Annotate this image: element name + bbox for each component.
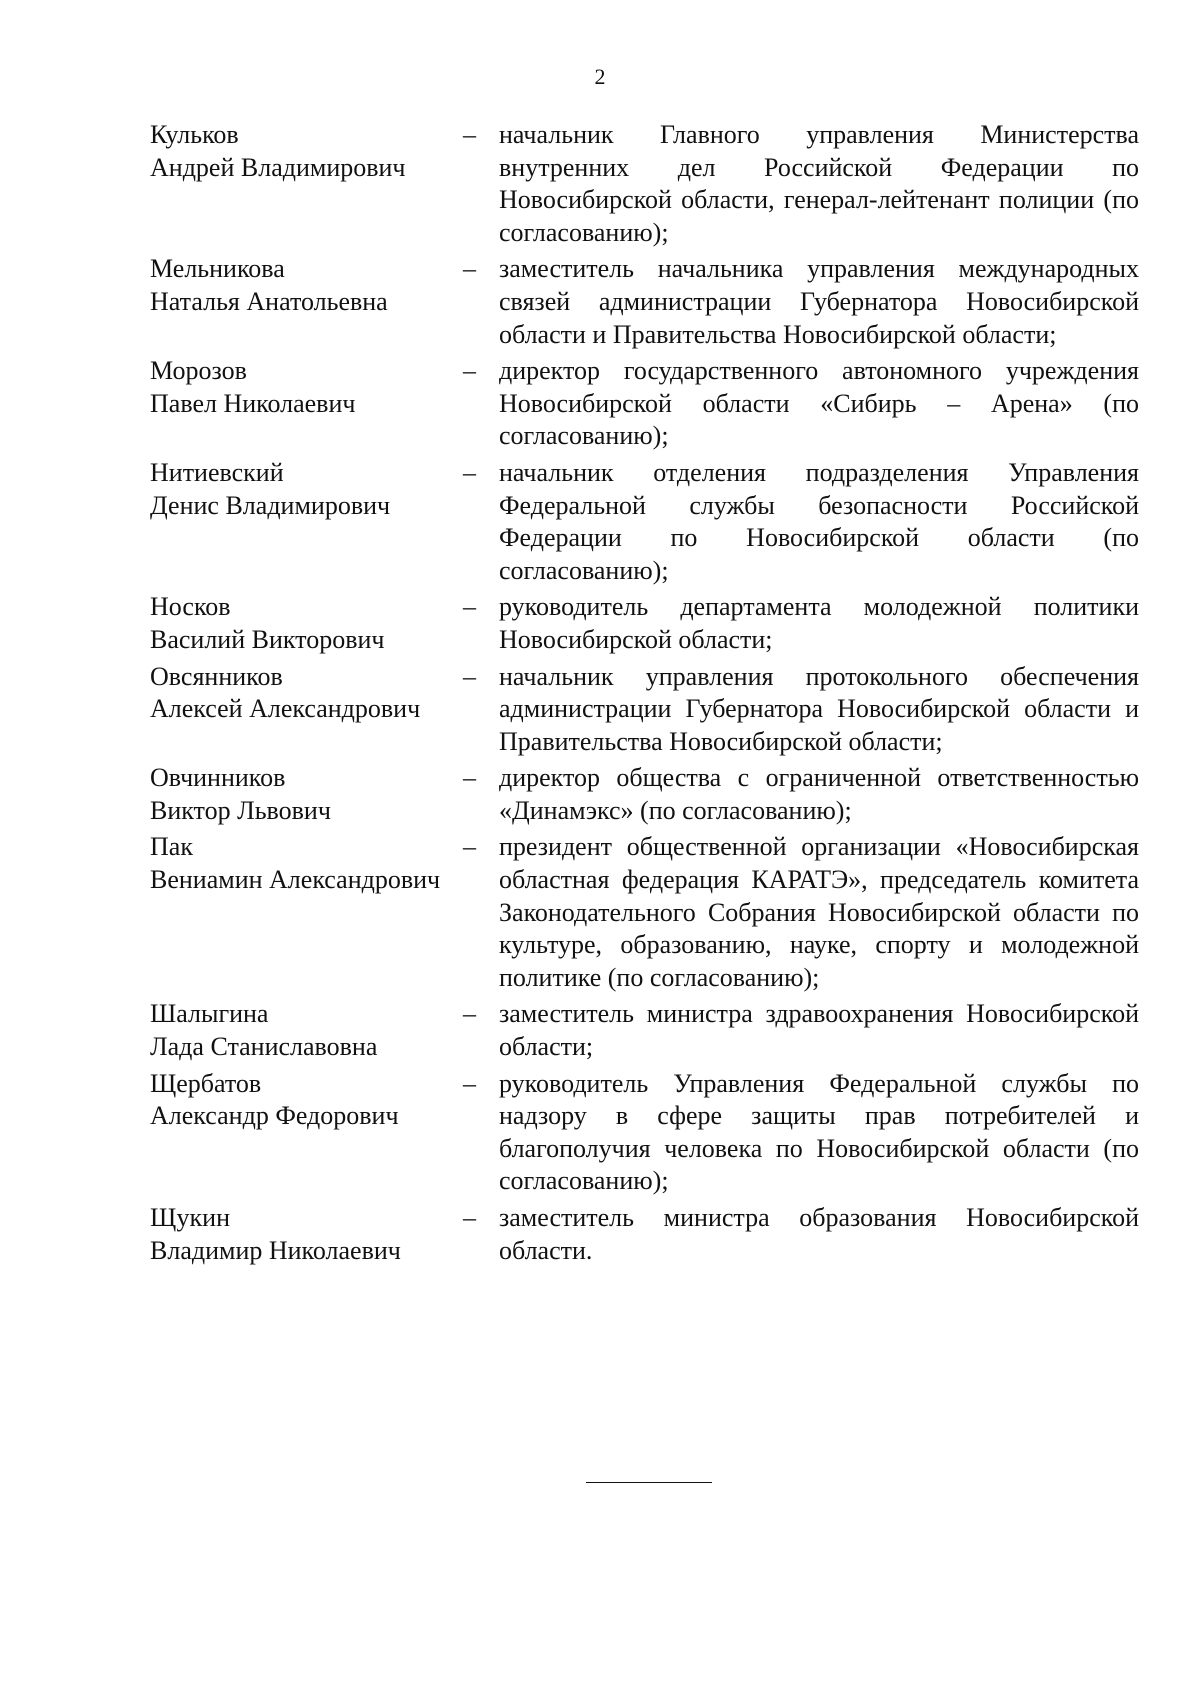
member-name <box>150 457 460 522</box>
dash-separator: – <box>463 1203 476 1232</box>
page-number: 2 <box>594 64 606 89</box>
member-position: президент общественной организации «Новосибирская областная федерация КАРАТЭ», председатель комитета Законодательного Собрания Новосибирской области по культуре, образованию, науке, спорту и молодежной политике (по согласованию); <box>499 832 1139 992</box>
member-name <box>150 591 460 656</box>
member-name <box>150 355 460 420</box>
dash-separator: – <box>463 1068 476 1098</box>
dash-separator: – <box>463 457 476 487</box>
member-given-names: Александр Федорович <box>150 1101 399 1131</box>
member-surname: Нитиевский <box>150 457 284 487</box>
member-given-names: Андрей Владимирович <box>150 152 406 182</box>
member-name <box>150 998 460 1063</box>
dash-separator: – <box>463 254 476 284</box>
member-given-names: Павел Николаевич <box>150 388 356 418</box>
member-name <box>150 119 460 184</box>
member-given-names: Виктор Львович <box>150 795 331 825</box>
member-given-names: Лада Станиславовна <box>150 1032 378 1062</box>
member-name <box>150 1202 460 1267</box>
members-list <box>0 119 1200 1267</box>
member-surname: Морозов <box>150 356 247 386</box>
member-given-names: Алексей Александрович <box>150 694 421 724</box>
member-name <box>150 831 460 896</box>
member-surname: Щербатов <box>150 1068 262 1098</box>
dash-separator: – <box>463 120 476 149</box>
member-entry <box>0 457 1200 587</box>
member-position: начальник Главного управления Министерства внутренних дел Российской Федерации по Новосибирской области, генерал-лейтенант полиции (по согласованию); <box>499 120 1139 247</box>
member-surname: Носков <box>150 592 231 622</box>
member-given-names: Денис Владимирович <box>150 490 391 520</box>
member-position: заместитель начальника управления международных связей администрации Губернатора Новосибирской области и Правительства Новосибирской области; <box>499 254 1139 349</box>
member-entry <box>0 998 1200 1063</box>
member-entry <box>0 1202 1200 1267</box>
closing-rule <box>586 1482 712 1483</box>
member-surname: Овсянников <box>150 661 283 691</box>
member-position: заместитель министра образования Новосибирской области. <box>499 1203 1139 1265</box>
member-name <box>150 253 460 318</box>
member-position: начальник отделения подразделения Управления Федеральной службы безопасности Российской Федерации по Новосибирской области (по согласованию); <box>499 457 1139 585</box>
member-entry <box>0 831 1200 994</box>
member-given-names: Наталья Анатольевна <box>150 286 388 316</box>
dash-separator: – <box>463 763 476 793</box>
member-name <box>150 1068 460 1133</box>
dash-separator: – <box>463 832 476 862</box>
member-entry <box>0 661 1200 759</box>
member-entry <box>0 119 1200 249</box>
member-entry <box>0 591 1200 656</box>
member-name <box>150 762 460 827</box>
member-position: начальник управления протокольного обеспечения администрации Губернатора Новосибирской области и Правительства Новосибирской области; <box>499 661 1139 756</box>
member-entry <box>0 253 1200 351</box>
member-position: директор общества с ограниченной ответственностью «Динамэкс» (по согласованию); <box>499 763 1139 825</box>
member-surname: Кульков <box>150 120 239 149</box>
member-surname: Овчинников <box>150 763 286 793</box>
dash-separator: – <box>463 999 476 1029</box>
member-given-names: Василий Викторович <box>150 624 385 654</box>
member-entry <box>0 1068 1200 1198</box>
member-surname: Пак <box>150 832 193 862</box>
member-given-names: Вениамин Александрович <box>150 865 441 895</box>
dash-separator: – <box>463 356 476 386</box>
member-surname: Мельникова <box>150 254 285 284</box>
dash-separator: – <box>463 661 476 691</box>
member-surname: Щукин <box>150 1203 231 1232</box>
dash-separator: – <box>463 592 476 622</box>
member-surname: Шалыгина <box>150 999 269 1029</box>
member-position: руководитель департамента молодежной политики Новосибирской области; <box>499 592 1139 654</box>
member-name <box>150 661 460 726</box>
member-entry <box>0 762 1200 827</box>
member-entry <box>0 355 1200 453</box>
member-position: заместитель министра здравоохранения Новосибирской области; <box>499 999 1139 1062</box>
member-position: руководитель Управления Федеральной службы по надзору в сфере защиты прав потребителей и благополучия человека по Новосибирской области (по согласованию); <box>499 1068 1139 1196</box>
member-position: директор государственного автономного учреждения Новосибирской области «Сибирь – Арена» (по согласованию); <box>499 356 1139 451</box>
member-given-names: Владимир Николаевич <box>150 1235 401 1265</box>
